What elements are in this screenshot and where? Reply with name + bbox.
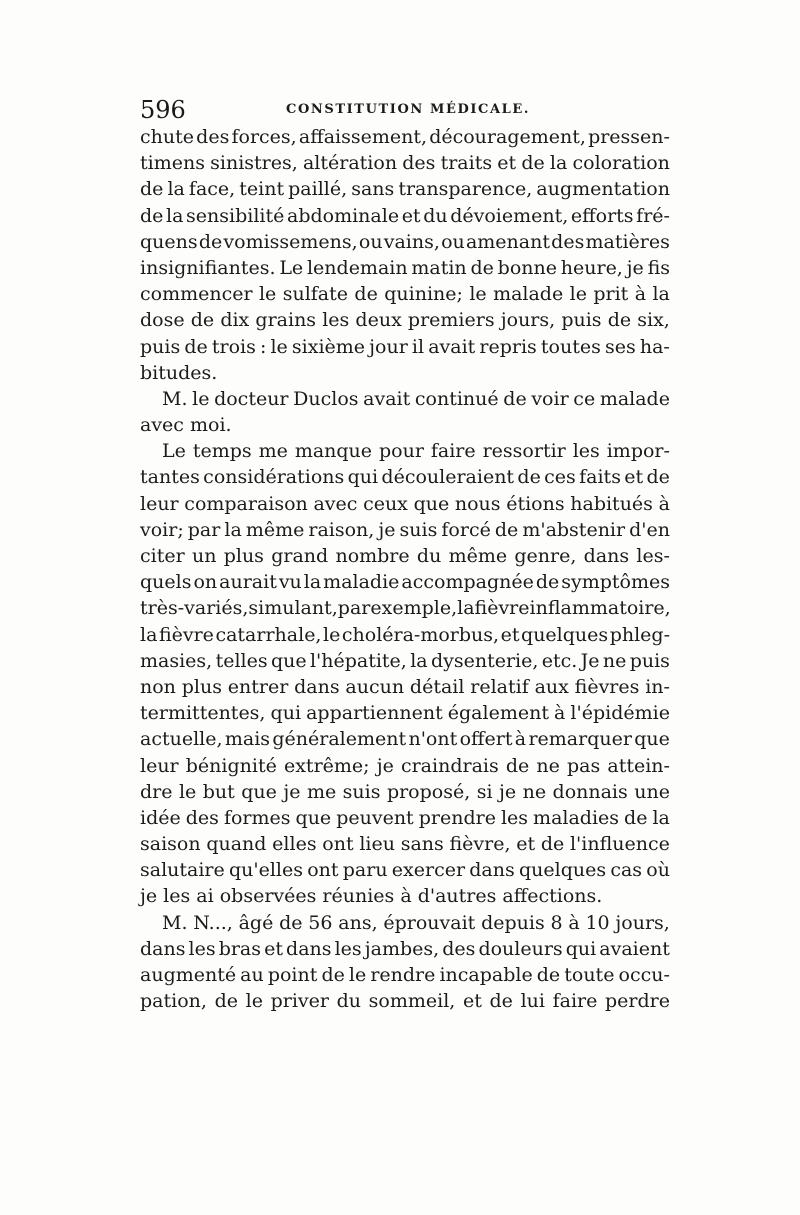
- text-line: commencer le sulfate de quinine; le malade le prit à la: [140, 283, 670, 306]
- page-header: [140, 96, 680, 126]
- page-number: 596: [140, 96, 186, 124]
- text-line: timens sinistres, altération des traits et de la coloration: [140, 152, 670, 175]
- text-line: quens de vomissemens, ou vains, ou amenant des matières: [140, 230, 670, 253]
- text-line: très-variés, simulant, par exemple, la fièvre inflammatoire,: [140, 597, 671, 620]
- body-text: [140, 124, 670, 1014]
- text-line: saison quand elles ont lieu sans fièvre, et de l'influence: [140, 833, 670, 856]
- text-line: actuelle, mais généralement n'ont offert à remarquer que: [140, 728, 670, 751]
- text-line: termittentes, qui appartiennent également à l'épidémie: [140, 702, 670, 725]
- text-line: je les ai observées réunies à d'autres affections.: [140, 885, 603, 908]
- text-line: masies, telles que l'hépatite, la dysenterie, etc. Je ne puis: [140, 649, 670, 672]
- text-line: dans les bras et dans les jambes, des douleurs qui avaient: [140, 937, 670, 960]
- text-line: citer un plus grand nombre du même genre, dans les-: [140, 545, 670, 567]
- text-line: Le temps me manque pour faire ressortir les impor-: [162, 440, 670, 463]
- text-line: salutaire qu'elles ont paru exercer dans quelques cas où: [140, 859, 670, 882]
- text-line: la fièvre catarrhale, le choléra-morbus, et quelques phleg-: [140, 623, 670, 646]
- text-line: tantes considérations qui découleraient de ces faits et de: [140, 466, 670, 489]
- text-line: chute des forces, affaissement, découragement, pressen-: [140, 126, 670, 148]
- text-line: augmenté au point de le rendre incapable de toute occu-: [140, 964, 670, 986]
- text-line: leur bénignité extrême; je craindrais de ne pas attein-: [140, 754, 670, 777]
- text-line: de la face, teint paillé, sans transparence, augmentation: [140, 178, 670, 201]
- text-line: avec moi.: [140, 414, 232, 437]
- text-line: quels on aurait vu la maladie accompagnée de symptômes: [140, 571, 670, 594]
- text-line: voir; par la même raison, je suis forcé de m'abstenir d'en: [140, 518, 670, 541]
- text-line: insignifiantes. Le lendemain matin de bonne heure, je fis: [140, 256, 670, 279]
- text-line: bitudes.: [140, 361, 218, 384]
- running-head: CONSTITUTION MÉDICALE.: [286, 102, 531, 117]
- text-line: dre le but que je me suis proposé, si je ne donnais une: [140, 780, 670, 803]
- text-line: M. le docteur Duclos avait continué de voir ce malade: [162, 387, 670, 410]
- text-line: dose de dix grains les deux premiers jours, puis de six,: [140, 309, 670, 332]
- text-line: pation, de le priver du sommeil, et de lui faire perdre: [140, 990, 670, 1013]
- text-line: leur comparaison avec ceux que nous étions habitués à: [140, 492, 670, 515]
- text-line: de la sensibilité abdominale et du dévoiement, efforts fré-: [140, 204, 670, 227]
- text-line: non plus entrer dans aucun détail relatif aux fièvres in-: [140, 675, 670, 698]
- text-line: puis de trois : le sixième jour il avait repris toutes ses ha-: [140, 335, 670, 358]
- text-line: idée des formes que peuvent prendre les maladies de la: [140, 806, 670, 829]
- text-line: M. N..., âgé de 56 ans, éprouvait depuis 8 à 10 jours,: [162, 911, 670, 934]
